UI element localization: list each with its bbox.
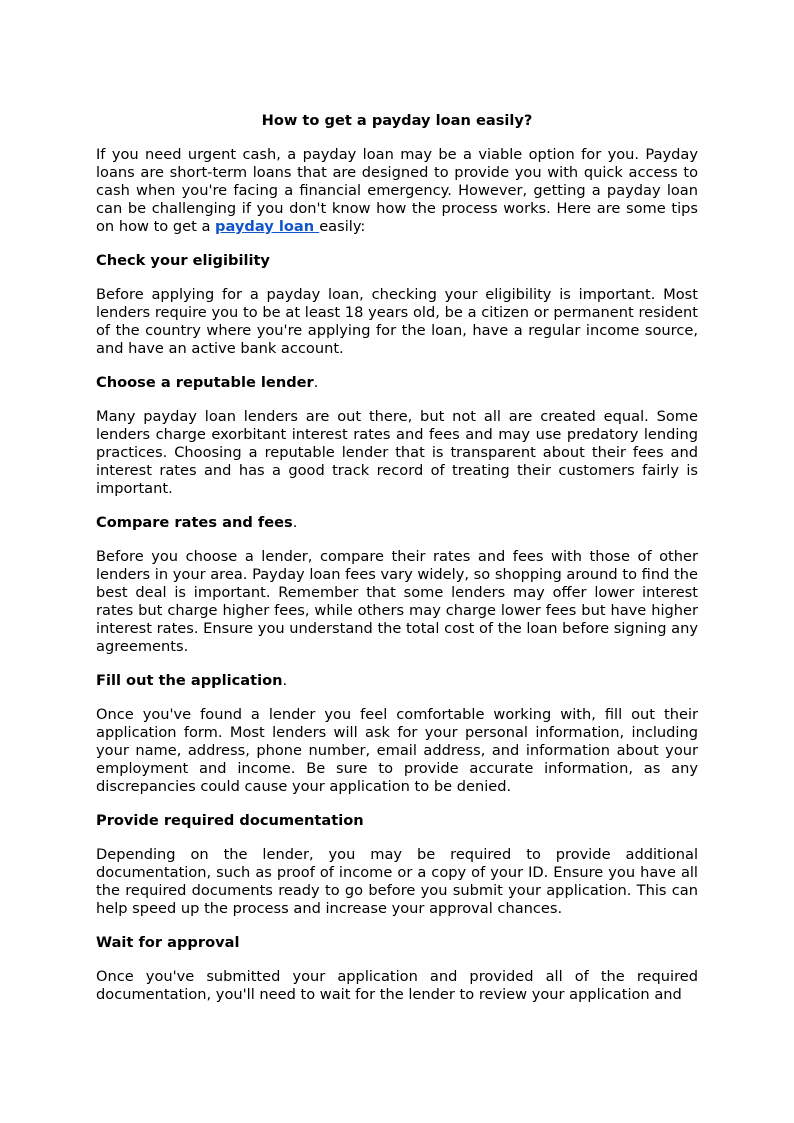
section-body: Before you choose a lender, compare their rates and fees with those of other lenders in your area. Payday loan fees vary widely, so shopping around to find the best deal is important. Remember that some lenders may offer lower interest rates but charge higher fees, while others may charge lower fees but have higher interest rates. Ensure you understand the total cost of the loan before signing any agreements. <box>96 548 698 655</box>
section-heading <box>96 252 698 270</box>
section-heading <box>96 812 698 830</box>
section-heading-suffix: . <box>292 514 298 531</box>
section-heading <box>96 934 698 952</box>
section-heading <box>96 672 698 690</box>
intro-paragraph <box>96 146 698 236</box>
section-body: Before applying for a payday loan, checking your eligibility is important. Most lenders require you to be at least 18 years old, be a citizen or permanent resident of the country where you're applying for the loan, have a regular income source, and have an active bank account. <box>96 286 698 357</box>
section-body: Once you've found a lender you feel comfortable working with, fill out their application form. Most lenders will ask for your personal information, including your name, address, phone number, email address, and information about your employment and income. Be sure to provide accurate information, as any discrepancies could cause your application to be denied. <box>96 706 698 795</box>
payday-loan-link[interactable]: payday loan <box>215 218 320 235</box>
intro-text: If you need urgent cash, a payday loan may be a viable option for you. Payday loans are short-term loans that are designed to provide you with quick access to cash when you're facing a financial emergency. However, getting a payday loan can be challenging if you don't know how the process works. Here are some tips on how to get a <box>96 146 698 235</box>
section-heading <box>96 374 698 392</box>
section-heading-text: Provide required documentation <box>96 812 364 829</box>
section-heading-text: Choose a reputable lender <box>96 374 314 391</box>
section-body: Depending on the lender, you may be required to provide additional documentation, such as proof of income or a copy of your ID. Ensure you have all the required documents ready to go before you submit your application. This can help speed up the process and increase your approval chances. <box>96 846 698 917</box>
section-heading-suffix: . <box>282 672 288 689</box>
document-page <box>96 112 698 1020</box>
section-heading-suffix: . <box>313 374 319 391</box>
section-heading-text: Fill out the application <box>96 672 283 689</box>
document-title: How to get a payday loan easily? <box>261 112 533 129</box>
section-heading-text: Wait for approval <box>96 934 240 951</box>
intro-text-end: easily: <box>319 218 366 235</box>
section-body: Once you've submitted your application and provided all of the required documentation, you'll need to wait for the lender to review your application and <box>96 968 698 1003</box>
section-heading-text: Compare rates and fees <box>96 514 293 531</box>
section-heading-text: Check your eligibility <box>96 252 270 269</box>
section-body: Many payday loan lenders are out there, but not all are created equal. Some lenders charge exorbitant interest rates and fees and may use predatory lending practices. Choosing a reputable lender that is transparent about their fees and interest rates and has a good track record of treating their customers fairly is important. <box>96 408 698 497</box>
section-heading <box>96 514 698 532</box>
